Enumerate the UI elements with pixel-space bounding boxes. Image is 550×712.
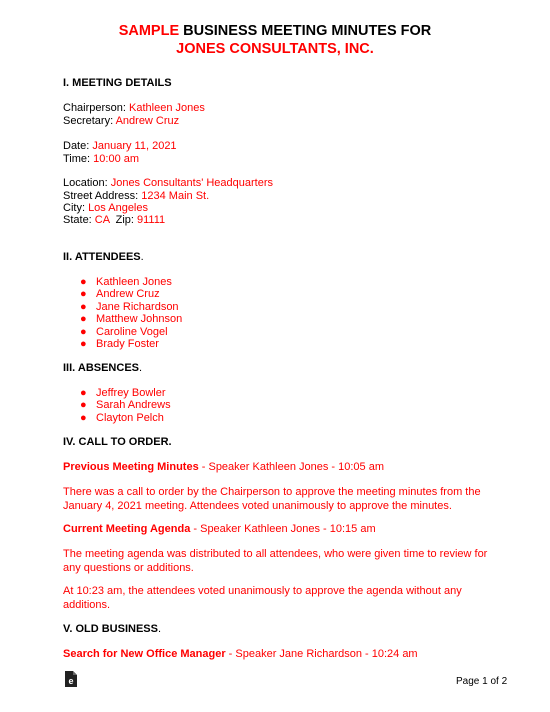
document-title-line2: JONES CONSULTANTS, INC. — [176, 41, 374, 57]
bullet-icon: ● — [80, 387, 87, 399]
svg-text:e: e — [68, 676, 74, 686]
bullet-icon: ● — [80, 276, 87, 288]
section-heading-call-to-order: IV. CALL TO ORDER. — [63, 436, 172, 448]
bullet-icon: ● — [80, 325, 87, 338]
state-value: CA — [94, 214, 110, 226]
section-heading-attendees — [63, 251, 144, 264]
list-item — [80, 399, 171, 411]
absentee-name: Jeffrey Bowler — [96, 387, 166, 399]
list-item — [80, 387, 171, 399]
chairperson-value: Kathleen Jones — [129, 102, 205, 114]
list-item — [80, 338, 182, 350]
attendees-heading-text: II. ATTENDEES — [63, 251, 141, 263]
old-business-heading-text: V. OLD BUSINESS — [63, 623, 158, 635]
location-line — [63, 177, 273, 190]
bullet-icon: ● — [80, 313, 87, 326]
attendee-name: Matthew Johnson — [96, 313, 183, 326]
absentee-name: Clayton Pelch — [96, 411, 164, 424]
list-item — [80, 301, 182, 313]
attendee-name: Andrew Cruz — [96, 288, 160, 301]
document-logo-icon — [64, 670, 78, 688]
chairperson-label: Chairperson: — [63, 102, 130, 114]
secretary-line — [63, 115, 179, 128]
attendees-list — [80, 276, 182, 350]
attendee-name: Kathleen Jones — [96, 276, 172, 288]
street-label: Street Address: — [63, 190, 142, 202]
state-zip-line — [63, 214, 165, 227]
city-label: City: — [63, 202, 89, 214]
agenda-item-title: Current Meeting Agenda — [63, 523, 191, 535]
agenda-item-speaker: - Speaker Jane Richardson - 10:24 am — [225, 648, 418, 660]
date-label: Date: — [63, 140, 93, 152]
list-item — [80, 326, 182, 338]
city-value: Los Angeles — [88, 202, 148, 214]
bullet-icon: ● — [80, 338, 87, 351]
agenda-item-speaker: - Speaker Kathleen Jones - 10:05 am — [198, 461, 384, 473]
secretary-value: Andrew Cruz — [115, 115, 180, 127]
chairperson-line — [63, 102, 205, 115]
paragraph-agenda-vote: At 10:23 am, the attendees voted unanimously to approve the agenda without any additions. — [63, 585, 462, 611]
agenda-item-current-agenda — [63, 523, 376, 536]
bullet-icon: ● — [80, 300, 87, 313]
attendee-name: Caroline Vogel — [96, 325, 168, 338]
date-line — [63, 140, 177, 153]
time-label: Time: — [63, 153, 94, 165]
list-item — [80, 276, 182, 288]
bullet-icon: ● — [80, 399, 87, 412]
agenda-item-office-manager — [63, 648, 418, 661]
old-business-heading-period: . — [157, 623, 162, 635]
section-heading-meeting-details: I. MEETING DETAILS — [63, 77, 172, 89]
attendee-name: Jane Richardson — [96, 300, 179, 313]
zip-label: Zip: — [109, 214, 137, 226]
agenda-item-previous-minutes — [63, 461, 384, 474]
location-label: Location: — [63, 177, 111, 189]
section-heading-absences — [63, 362, 142, 375]
agenda-item-title: Search for New Office Manager — [63, 648, 226, 660]
absences-list — [80, 387, 171, 424]
location-value: Jones Consultants' Headquarters — [110, 177, 274, 189]
street-value: 1234 Main St. — [141, 190, 210, 202]
paragraph-previous-minutes: There was a call to order by the Chairperson to approve the meeting minutes from the January 4, 2021 meeting. Attendees voted unanimously to approve the minutes. — [63, 486, 481, 512]
page-number: Page 1 of 2 — [456, 676, 508, 687]
paragraph-current-agenda: The meeting agenda was distributed to all attendees, who were given time to review for any questions or additions. — [63, 548, 488, 574]
absences-heading-period: . — [139, 362, 143, 374]
section-heading-old-business — [63, 623, 161, 636]
document-title-line1 — [0, 22, 550, 40]
bullet-icon: ● — [80, 288, 87, 301]
title-sample-word: SAMPLE — [118, 23, 180, 39]
list-item — [80, 313, 182, 325]
list-item — [80, 412, 171, 424]
date-value: January 11, 2021 — [92, 140, 177, 152]
title-rest: BUSINESS MEETING MINUTES FOR — [179, 23, 432, 39]
attendee-name: Brady Foster — [96, 338, 159, 351]
list-item — [80, 288, 182, 300]
agenda-item-speaker: - Speaker Kathleen Jones - 10:15 am — [190, 523, 376, 535]
time-value: 10:00 am — [93, 153, 140, 165]
time-line — [63, 153, 139, 166]
absences-heading-text: III. ABSENCES — [63, 362, 139, 374]
agenda-item-title: Previous Meeting Minutes — [63, 461, 199, 473]
state-label: State: — [63, 214, 95, 226]
zip-value: 91111 — [137, 214, 166, 226]
bullet-icon: ● — [80, 411, 87, 424]
absentee-name: Sarah Andrews — [96, 399, 171, 412]
attendees-heading-period: . — [140, 251, 144, 263]
secretary-label: Secretary: — [63, 115, 116, 127]
